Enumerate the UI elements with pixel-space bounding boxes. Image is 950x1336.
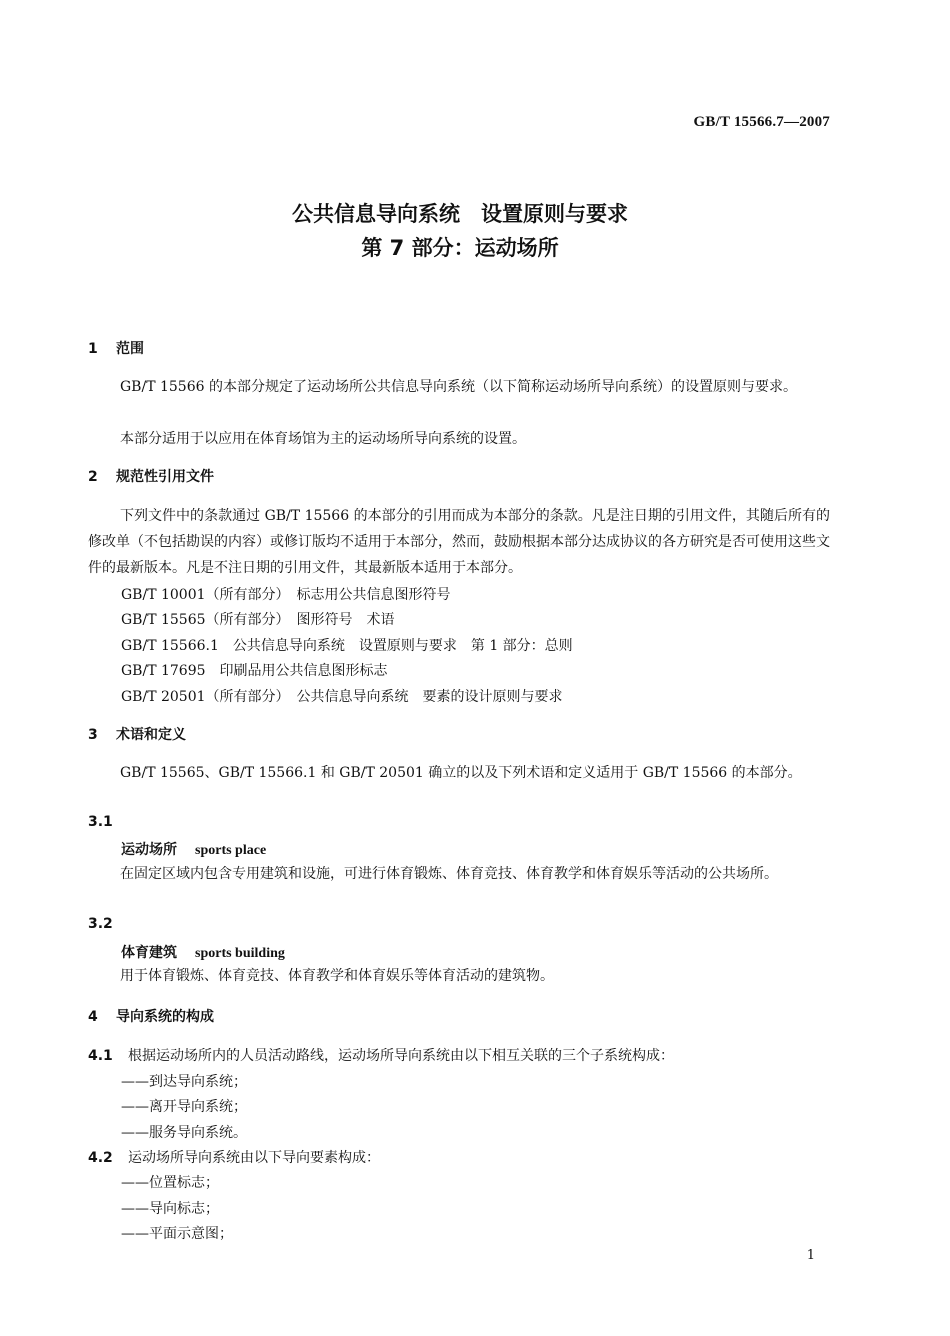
standard-code: GB/T 15566.7—2007 [693,114,830,130]
section-number: 1 [88,341,98,357]
document-title-line1: 公共信息导向系统 设置原则与要求 [292,202,628,226]
term-name-cn: 运动场所 [121,842,177,858]
clause-number: 4.2 [88,1150,113,1166]
list-item: ——导向标志； [121,1201,219,1217]
section-1-paragraph-1: GB/T 15566 的本部分规定了运动场所公共信息导向系统（以下简称运动场所导向系统）的设置原则与要求。 [120,379,797,395]
section-number: 3 [88,727,98,743]
section-2-heading [88,466,214,486]
clause-number: 4.1 [88,1048,113,1064]
document-title-line2: 第 7 部分：运动场所 [361,236,559,260]
section-title: 范围 [116,341,144,357]
reference-item: GB/T 20501（所有部分） 公共信息导向系统 要素的设计原则与要求 [121,689,563,705]
term-name [121,942,285,962]
list-item: ——服务导向系统。 [121,1125,247,1141]
list-item: ——到达导向系统； [121,1074,247,1090]
clause-text: 运动场所导向系统由以下导向要素构成： [128,1150,380,1166]
section-number: 4 [88,1009,98,1025]
list-item: ——位置标志； [121,1175,219,1191]
clause-text: 根据运动场所内的人员活动路线，运动场所导向系统由以下相互关联的三个子系统构成： [128,1048,674,1064]
section-title: 术语和定义 [116,727,186,743]
section-2-paragraph-1: 下列文件中的条款通过 GB/T 15566 的本部分的引用而成为本部分的条款。凡是注日期的引用文件，其随后所有的修改单（不包括勘误的内容）或修订版均不适用于本部分，然而，鼓励根据本部分达成协议的各方研究是否可使用这些文件的最新版本。凡是不注日期的引用文件，其最新版本适用于本部分。 [88,508,830,576]
term-name-en: sports building [195,946,285,961]
term-definition: 在固定区域内包含专用建筑和设施，可进行体育锻炼、体育竞技、体育教学和体育娱乐等活动的公共场所。 [120,866,778,882]
section-title: 导向系统的构成 [116,1009,214,1025]
reference-item: GB/T 15566.1 公共信息导向系统 设置原则与要求 第 1 部分：总则 [121,638,573,654]
section-number: 2 [88,469,98,485]
term-name-cn: 体育建筑 [121,945,177,961]
section-4-heading [88,1006,214,1026]
section-title: 规范性引用文件 [116,469,214,485]
reference-item: GB/T 10001（所有部分） 标志用公共信息图形符号 [121,587,451,603]
term-number: 3.1 [88,814,113,830]
reference-item: GB/T 17695 印刷品用公共信息图形标志 [121,663,388,679]
term-name [121,839,266,859]
section-3-heading [88,724,186,744]
clause-4-1 [88,1045,674,1065]
term-definition: 用于体育锻炼、体育竞技、体育教学和体育娱乐等体育活动的建筑物。 [120,968,554,984]
term-number: 3.2 [88,916,113,932]
section-3-paragraph-1: GB/T 15565、GB/T 15566.1 和 GB/T 20501 确立的以及下列术语和定义适用于 GB/T 15566 的本部分。 [120,765,802,781]
list-item: ——离开导向系统； [121,1099,247,1115]
page-number: 1 [806,1248,815,1263]
list-item: ——平面示意图； [121,1226,233,1242]
reference-item: GB/T 15565（所有部分） 图形符号 术语 [121,612,395,628]
term-name-en: sports place [195,843,267,858]
section-1-paragraph-2: 本部分适用于以应用在体育场馆为主的运动场所导向系统的设置。 [120,431,526,447]
section-1-heading [88,338,144,358]
clause-4-2 [88,1147,380,1167]
